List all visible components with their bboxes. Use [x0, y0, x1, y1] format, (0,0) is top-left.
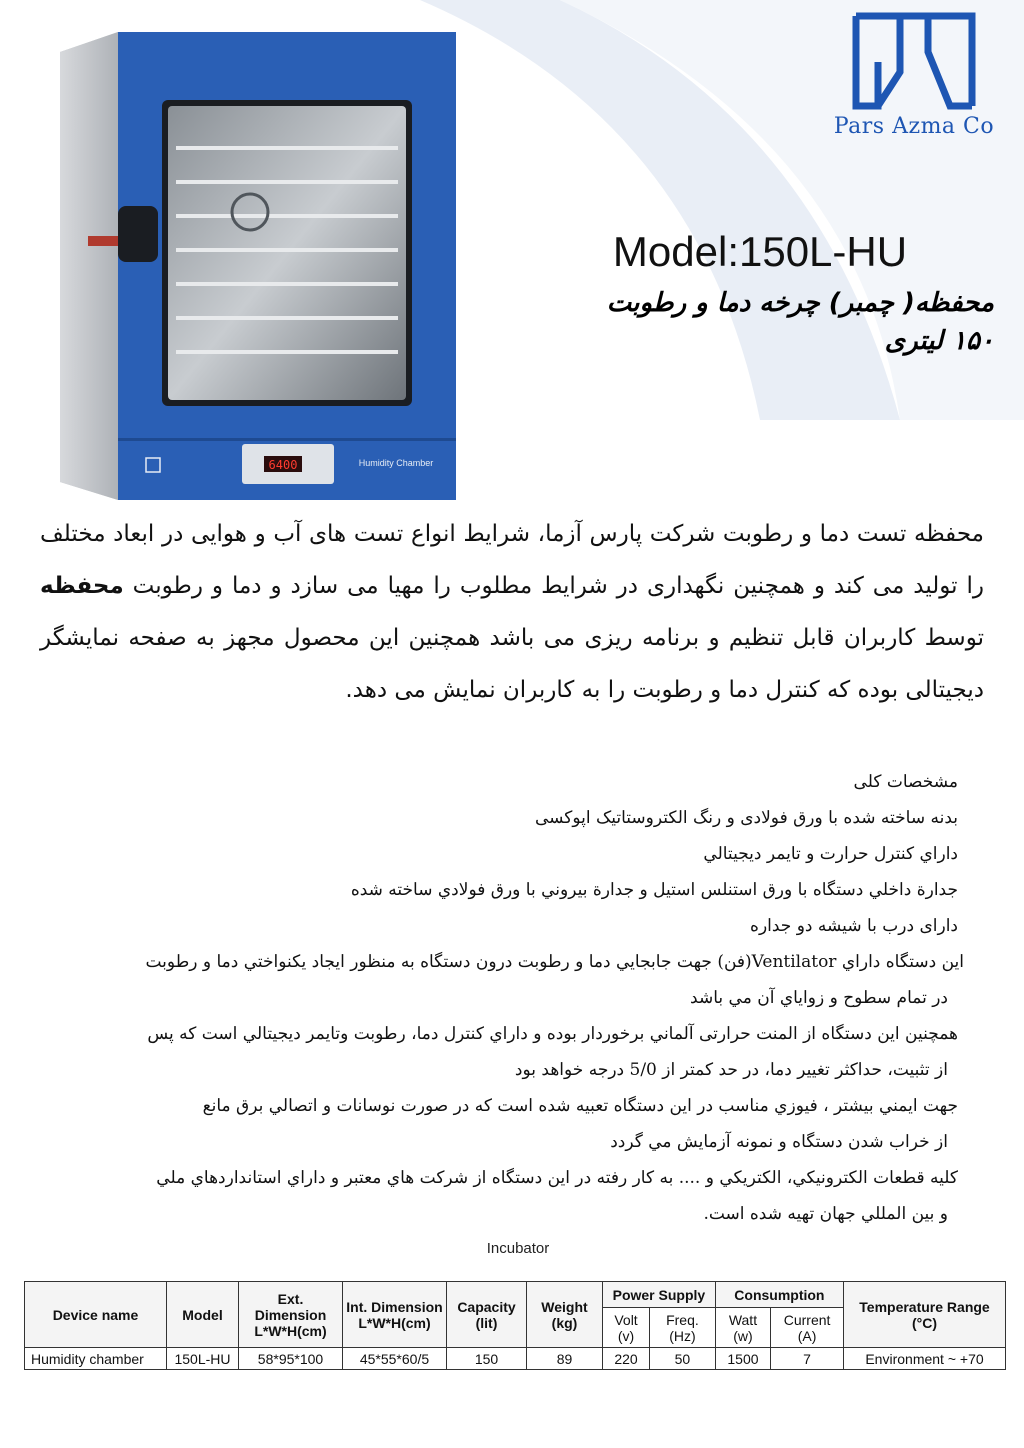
cell-ext: 58*95*100 — [239, 1348, 343, 1370]
brand-name: Pars Azma Co — [833, 114, 995, 139]
header-freq: Freq. (Hz) — [650, 1308, 716, 1348]
panel-display: 6400 — [268, 458, 298, 472]
intro-paragraph — [40, 508, 984, 716]
panel-label: Humidity Chamber — [358, 458, 434, 468]
header-capacity: Capacity (lit) — [447, 1282, 527, 1348]
spec-item: در تمام سطوح و زواياي آن مي باشد — [690, 988, 948, 1008]
product-title-line2: ۱۵۰ لیتری — [884, 326, 994, 356]
header-watt: Watt (w) — [715, 1308, 770, 1348]
spec-item: كليه قطعات الكترونيكي، الكتريكي و .... به كار رفته در اين دستگاه از شركت هاي معتبر و داراي استانداردهاي ملي — [156, 1168, 958, 1188]
cell-volt: 220 — [603, 1348, 650, 1370]
spec-item: بدنه ساخته شده با ورق فولادی و رنگ الکتروستاتیک اپوکسی — [534, 808, 958, 828]
cell-model: 150L-HU — [167, 1348, 239, 1370]
intro-text-1: محفظه تست دما و رطوبت شرکت پارس آزما، شرایط انواع تست های آب و هوایی در ابعاد مختلف را تولید می کند و همچنین نگهداری در شرایط مطلوب را مهیا می سازد و دما و رطوبت — [40, 521, 984, 599]
header-consumption: Consumption — [715, 1282, 843, 1308]
spec-item: از تثبيت، حداكثر تغيير دما، در حد كمتر از 5/0 درجه خواهد بود — [514, 1060, 948, 1080]
header-int-dimension: Int. Dimension L*W*H(cm) — [343, 1282, 447, 1348]
product-title — [434, 284, 994, 360]
cell-current: 7 — [771, 1348, 844, 1370]
specification-table — [24, 1281, 1006, 1370]
header-temperature: Temperature Range (°C) — [844, 1282, 1006, 1348]
model-title: Model:150L-HU — [612, 228, 908, 275]
spec-heading: مشخصات کلی — [853, 772, 958, 792]
brand-logo — [826, 12, 1002, 142]
spec-list — [8, 764, 964, 1232]
cell-temp: Environment ~ +70 — [844, 1348, 1006, 1370]
spec-item: و بين المللي جهان تهيه شده است. — [703, 1204, 948, 1224]
cell-watt: 1500 — [715, 1348, 770, 1370]
cell-weight: 89 — [527, 1348, 603, 1370]
intro-text-2: توسط کاربران قابل تنظیم و برنامه ریزی می باشد همچنین این محصول مجهز به صفحه نمایشگر دیجیتالی بوده که کنترل دما و رطوبت را به کاربران نمایش می دهد. — [40, 625, 984, 703]
cell-device: Humidity chamber — [25, 1348, 167, 1370]
spec-item: از خراب شدن دستگاه و نمونه آزمايش مي گردد — [610, 1132, 948, 1152]
product-title-line1: محفظه( چمبر) چرخه دما و رطوبت — [606, 288, 994, 318]
cell-int: 45*55*60/5 — [343, 1348, 447, 1370]
spec-item: همچنين اين دستگاه از المنت حرارتی آلماني برخوردار بوده و داراي كنترل دما، رطوبت وتايمر ديجيتالي است كه پس — [147, 1024, 958, 1044]
table-row — [25, 1348, 1006, 1370]
table-caption: Incubator — [486, 1240, 550, 1257]
header-ext-dimension: Ext. Dimension L*W*H(cm) — [239, 1282, 343, 1348]
header-current: Current (A) — [771, 1308, 844, 1348]
spec-item: اين دستگاه داراي Ventilator(فن) جهت جابجايي دما و رطوبت درون دستگاه به منظور ايجاد يكنواختي دما و رطوبت — [145, 952, 964, 972]
cell-freq: 50 — [650, 1348, 716, 1370]
header-model: Model — [167, 1282, 239, 1348]
spec-item: جهت ايمني بيشتر ، فيوزي مناسب در اين دستگاه تعبيه شده است كه در صورت نوسانات و اتصالي برق مانع — [202, 1096, 958, 1116]
header-power-supply: Power Supply — [603, 1282, 716, 1308]
spec-item: داراي كنترل حرارت و تايمر ديجيتالي — [703, 844, 958, 864]
humidity-chamber-image — [58, 30, 458, 502]
spec-item: جدارة داخلي دستگاه با ورق استنلس استيل و جدارة بيروني با ورق فولادي ساخته شده — [350, 880, 958, 900]
header-weight: Weight (kg) — [527, 1282, 603, 1348]
header-volt: Volt (v) — [603, 1308, 650, 1348]
spec-item: دارای درب با شیشه دو جداره — [750, 916, 958, 936]
pars-azma-logo-icon — [852, 12, 976, 110]
header-device: Device name — [25, 1282, 167, 1348]
cell-capacity: 150 — [447, 1348, 527, 1370]
intro-bold-word: محفظه — [40, 573, 124, 599]
